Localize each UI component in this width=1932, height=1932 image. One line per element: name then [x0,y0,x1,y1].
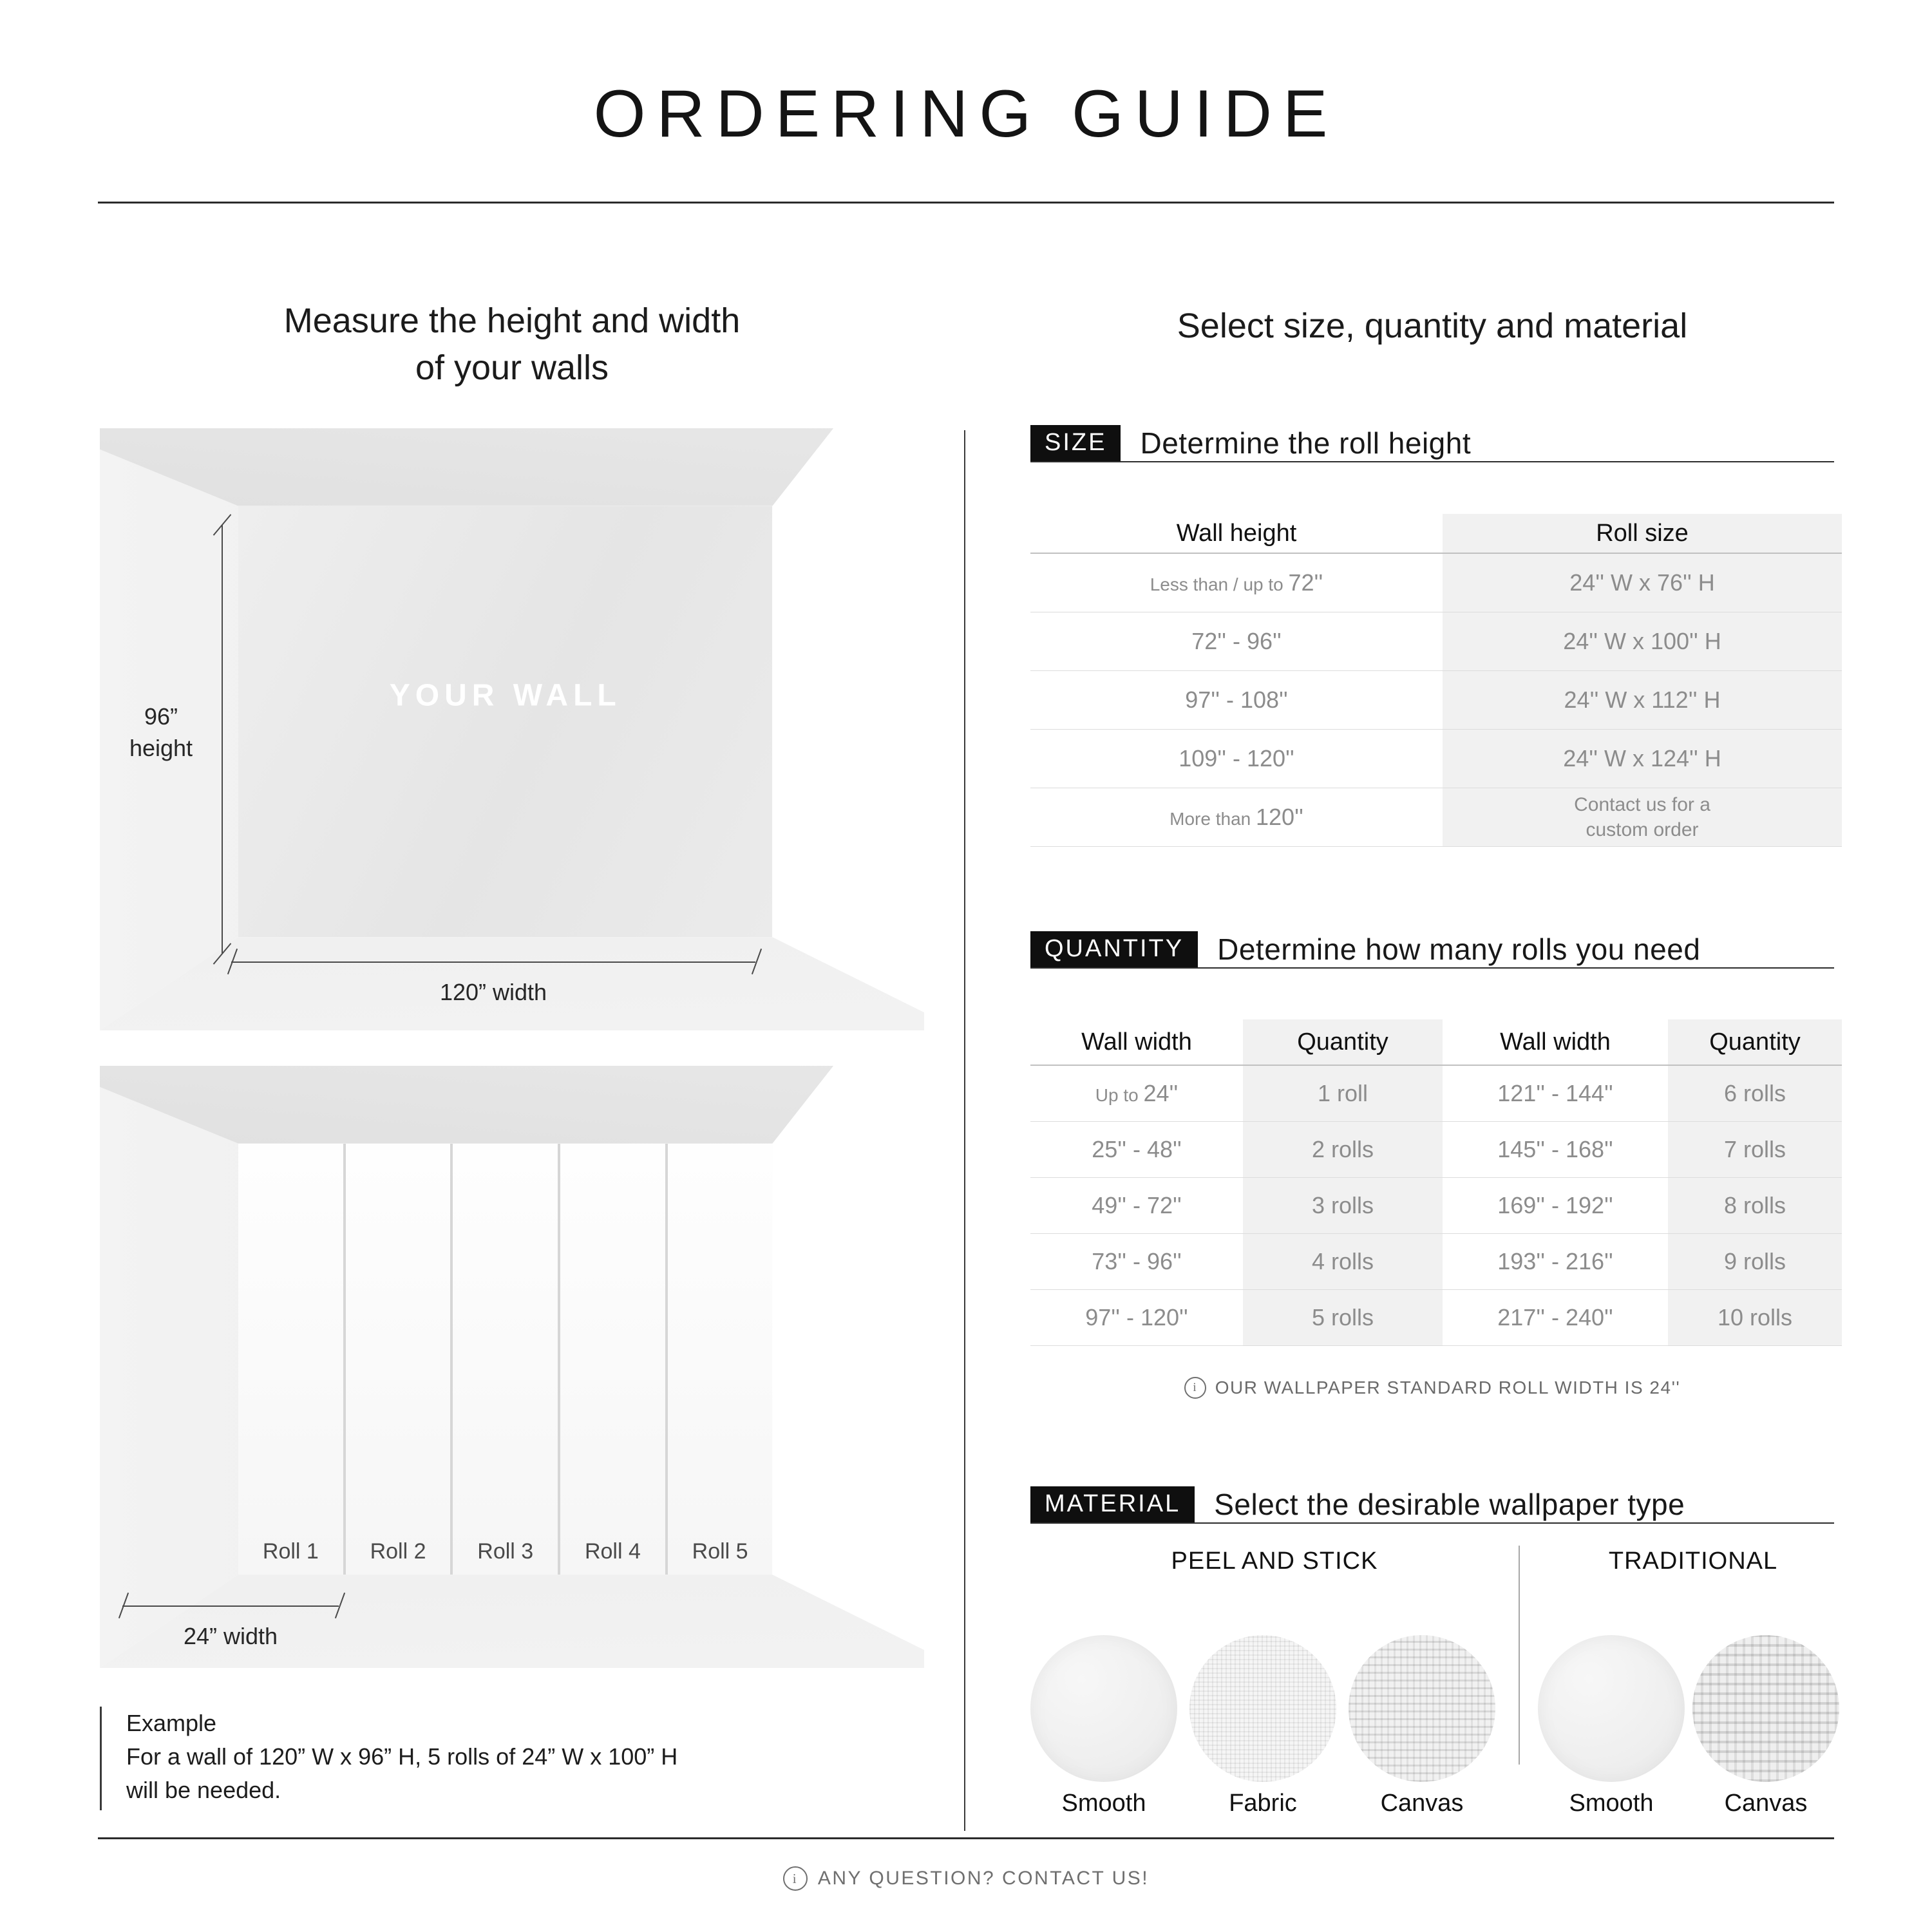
material-badge: MATERIAL [1030,1486,1195,1522]
page-title: ORDERING GUIDE [593,77,1339,151]
qty-col-wall-width: Wall width [1443,1019,1668,1066]
roll-panel [560,1144,665,1575]
quantity-section-header [1030,931,1834,967]
your-wall-label: YOUR WALL [389,678,621,713]
measure-heading [100,298,924,392]
example-line1: For a wall of 120” W x 96” H, 5 rolls of 24” W x 100” H [126,1743,678,1770]
size-row-roll: 24'' W x 76'' H [1443,554,1842,612]
size-row-wall: Less than / up to 72'' [1030,554,1443,612]
qty-cell: 1 roll [1243,1066,1443,1122]
select-heading: Select size, quantity and material [1177,307,1688,345]
material-groups [1030,1542,1842,1835]
size-row-wall: 72'' - 96'' [1030,612,1443,671]
traditional-swatches [1538,1635,1839,1782]
qty-cell: 169'' - 192'' [1443,1178,1668,1234]
peel-and-stick-group [1030,1542,1519,1835]
qty-cell: 121'' - 144'' [1443,1066,1668,1122]
qty-cell: 8 rolls [1668,1178,1842,1234]
roll-width-note: i OUR WALLPAPER STANDARD ROLL WIDTH IS 24'' [1030,1377,1834,1399]
size-col-wall-height: Wall height [1030,514,1443,554]
qty-cell: 7 rolls [1668,1122,1842,1178]
smooth-label: Smooth [1569,1790,1654,1817]
roll-panel-label: Roll 4 [584,1539,641,1564]
roll-width-label: 24” width [183,1623,278,1649]
wall-measure-illustration [100,428,924,1030]
fabric-swatch [1189,1635,1336,1782]
qty-cell: Up to 24'' [1030,1066,1243,1122]
qty-cell: 97'' - 120'' [1030,1290,1243,1346]
footer-text: ANY QUESTION? CONTACT US! [817,1868,1150,1889]
quantity-badge: QUANTITY [1030,931,1198,967]
roll-panel-label: Roll 1 [262,1539,319,1564]
roll-width-measure-line [122,1605,339,1607]
smooth-swatch [1538,1635,1685,1782]
size-col-roll-size: Roll size [1443,514,1842,554]
size-badge: SIZE [1030,425,1121,461]
footer [0,1866,1932,1891]
qty-cell: 25'' - 48'' [1030,1122,1243,1178]
measure-heading-line1: Measure the height and width [283,301,741,340]
height-label: 96” height [129,703,193,761]
material-section-header [1030,1486,1834,1522]
roll-panel-label: Roll 3 [477,1539,534,1564]
center-divider [964,430,965,1831]
qty-cell: 193'' - 216'' [1443,1234,1668,1290]
canvas-label: Canvas [1380,1790,1464,1817]
qty-cell: 9 rolls [1668,1234,1842,1290]
traditional-title: TRADITIONAL [1608,1548,1778,1575]
width-measure-line [231,961,755,963]
roll-layout-illustration [100,1066,924,1668]
qty-cell: 49'' - 72'' [1030,1178,1243,1234]
canvas-label: Canvas [1724,1790,1808,1817]
size-row-roll: 24'' W x 112'' H [1443,671,1842,730]
roll-panel-label: Roll 2 [370,1539,426,1564]
qty-cell: 3 rolls [1243,1178,1443,1234]
bottom-divider [98,1837,1834,1839]
qty-col-quantity: Quantity [1243,1019,1443,1066]
traditional-group [1519,1542,1842,1835]
room-back-wall [238,506,772,937]
info-icon: i [783,1866,808,1891]
example-block [100,1707,677,1810]
qty-cell: 145'' - 168'' [1443,1122,1668,1178]
roll-panel-label: Roll 5 [692,1539,748,1564]
quantity-subtitle: Determine how many rolls you need [1217,933,1701,966]
peel-and-stick-swatches [1030,1635,1495,1782]
smooth-label: Smooth [1061,1790,1146,1817]
qty-cell: 217'' - 240'' [1443,1290,1668,1346]
roll-panel [346,1144,451,1575]
material-rule [1030,1522,1834,1524]
roll-panel [453,1144,558,1575]
qty-cell: 10 rolls [1668,1290,1842,1346]
roll-panels-wall [238,1144,772,1575]
fabric-label: Fabric [1229,1790,1297,1817]
example-title: Example [126,1710,217,1736]
width-label: 120” width [439,979,547,1005]
qty-cell: 73'' - 96'' [1030,1234,1243,1290]
size-row-wall: More than 120'' [1030,788,1443,847]
quantity-rule [1030,967,1834,969]
peel-and-stick-title: PEEL AND STICK [1171,1548,1378,1575]
canvas-swatch [1692,1635,1839,1782]
roll-panel [238,1144,343,1575]
size-row-wall: 97'' - 108'' [1030,671,1443,730]
qty-cell: 6 rolls [1668,1066,1842,1122]
size-rule [1030,461,1834,462]
material-subtitle: Select the desirable wallpaper type [1214,1488,1685,1521]
size-row-wall: 109'' - 120'' [1030,730,1443,788]
top-divider [98,202,1834,204]
qty-col-wall-width: Wall width [1030,1019,1243,1066]
quantity-table [1030,1019,1842,1346]
measure-heading-line2: of your walls [415,348,609,387]
canvas-swatch [1349,1635,1495,1782]
qty-cell: 5 rolls [1243,1290,1443,1346]
qty-col-quantity: Quantity [1668,1019,1842,1066]
size-row-roll: 24'' W x 100'' H [1443,612,1842,671]
size-table [1030,514,1842,847]
info-icon: i [1184,1377,1206,1399]
size-section-header [1030,425,1834,461]
size-subtitle: Determine the roll height [1140,426,1472,460]
size-row-roll: Contact us for a custom order [1443,788,1842,847]
roll-panel [668,1144,773,1575]
qty-cell: 2 rolls [1243,1122,1443,1178]
example-line2: will be needed. [126,1777,281,1804]
qty-cell: 4 rolls [1243,1234,1443,1290]
smooth-swatch [1030,1635,1177,1782]
size-row-roll: 24'' W x 124'' H [1443,730,1842,788]
